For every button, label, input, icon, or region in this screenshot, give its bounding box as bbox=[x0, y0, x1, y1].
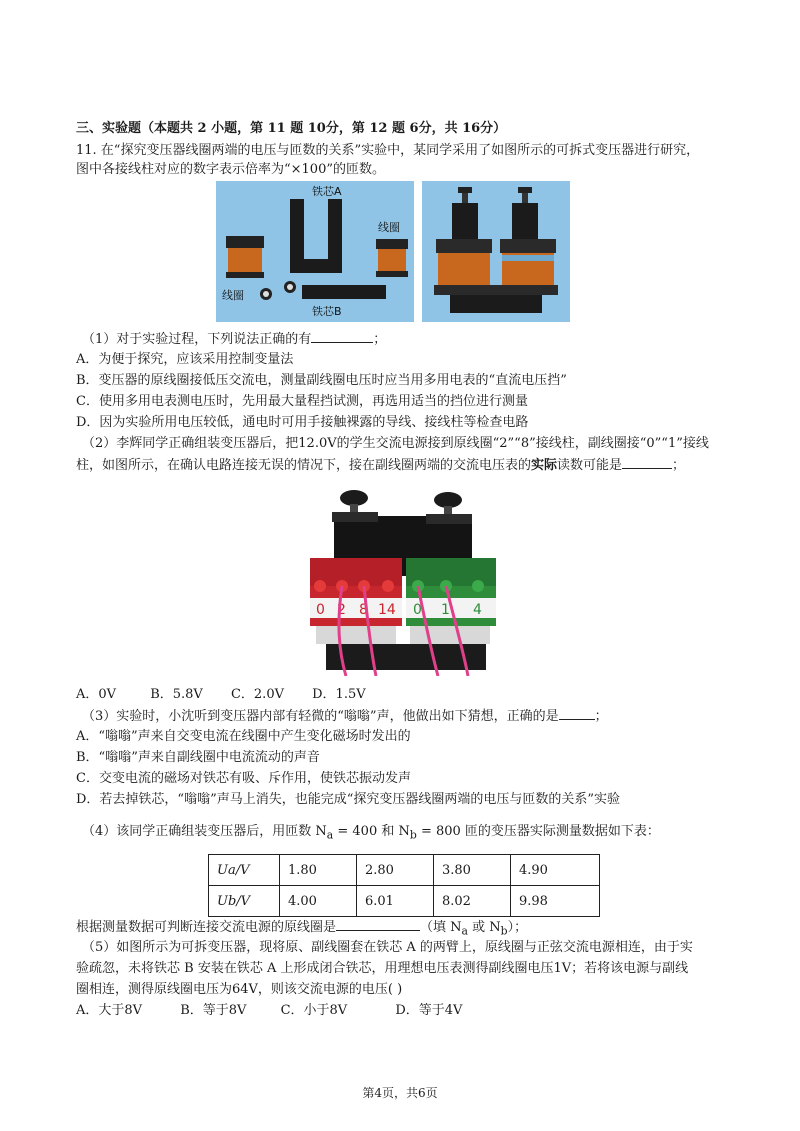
section-title: 三、实验题（本题共 2 小题，第 11 题 10分，第 12 题 6分，共 16分） bbox=[76, 121, 507, 136]
label-core-a: 铁芯A bbox=[312, 185, 342, 198]
q11-p4-na-sub: a bbox=[326, 828, 334, 842]
q11-p2-option-b: B．5.8V bbox=[150, 687, 203, 702]
q11-p1-prompt bbox=[82, 330, 386, 349]
terminal-label-red-8: 8 bbox=[359, 602, 368, 618]
q11-p4-conclusion bbox=[76, 918, 527, 941]
q11-p5-line1: （5）如图所示为可拆变压器，现将原、副线圈套在铁芯 A 的两臂上，原线圈与正弦交流电源相连，由于实 bbox=[82, 940, 693, 955]
q11-p4-conclusion-pre: 根据测量数据可判断连接交流电源的原线圈是 bbox=[76, 920, 337, 935]
q11-p4-conclusion-sub-b: b bbox=[500, 924, 508, 938]
table-cell: 8.02 bbox=[434, 886, 511, 917]
q11-p4-nb-sub: b bbox=[409, 828, 417, 842]
q11-p2-line2-pre: 柱，如图所示，在确认电路连接无误的情况下，接在副线圈两端的交流电压表的 bbox=[76, 458, 532, 473]
table-cell: 4.00 bbox=[280, 886, 357, 917]
terminal-label-green-0: 0 bbox=[413, 602, 422, 618]
q11-p2-line2-bold: 实际 bbox=[531, 458, 558, 473]
q11-p4-conclusion-or: 或 N bbox=[468, 920, 501, 935]
measurement-table bbox=[208, 854, 600, 917]
q11-p4-text-mid2: = 800 匝的变压器实际测量数据如下表： bbox=[416, 824, 660, 839]
q11-p2-line1: （2）李辉同学正确组装变压器后，把12.0V的学生交流电源接到原线圈“2”“8”接线柱，副线圈接“0”“1”接线 bbox=[82, 436, 709, 451]
figure-transformer-terminals bbox=[306, 486, 502, 676]
q11-p1-end: ； bbox=[373, 332, 387, 347]
q11-p3-option-d: D．若去掉铁芯，“嗡嗡”声马上消失，也能完成“探究变压器线圈两端的电压与匝数的关系”实验 bbox=[76, 792, 621, 807]
q11-p3-end: ； bbox=[594, 709, 608, 724]
label-coil-left: 线圈 bbox=[222, 289, 244, 302]
q11-p4-prompt bbox=[82, 823, 660, 845]
q11-p2-options bbox=[76, 686, 366, 704]
terminal-label-red-2: 2 bbox=[337, 602, 346, 618]
q11-p2-end: ； bbox=[672, 458, 686, 473]
q11-p2-answer-blank[interactable] bbox=[622, 456, 672, 469]
label-core-b: 铁芯B bbox=[312, 305, 342, 318]
table-cell: 3.80 bbox=[434, 855, 511, 886]
q11-p2-line2-post: 读数可能是 bbox=[557, 458, 623, 473]
q11-p3-option-c: C．交变电流的磁场对铁芯有吸、斥作用，使铁芯振动发声 bbox=[76, 771, 411, 786]
label-coil-right: 线圈 bbox=[378, 221, 400, 234]
terminal-label-red-0: 0 bbox=[316, 602, 325, 618]
q11-p5-option-a: A．大于8V bbox=[76, 1003, 143, 1018]
q11-p4-text-mid1: = 400 和 N bbox=[333, 824, 410, 839]
q11-p5-line3: 圈相连，测得原线圈电压为64V，则该交流电源的电压( ) bbox=[76, 982, 403, 997]
q11-p3-option-b: B．“嗡嗡”声来自副线圈中电流流动的声音 bbox=[76, 750, 320, 765]
q11-p5-line2: 验疏忽，未将铁芯 B 安装在铁芯 A 上形成闭合铁芯，用理想电压表测得副线圈电压1V；若将该电源与副线 bbox=[76, 961, 689, 976]
table-header-ub: Ub/V bbox=[209, 886, 280, 917]
table-header-ua: Ua/V bbox=[209, 855, 280, 886]
q11-p2-option-a: A．0V bbox=[76, 687, 117, 702]
table-cell: 2.80 bbox=[357, 855, 434, 886]
table-cell: 6.01 bbox=[357, 886, 434, 917]
q11-p1-option-d: D．因为实验所用电压较低，通电时可用手接触裸露的导线、接线柱等检查电路 bbox=[76, 415, 529, 430]
q11-p4-text-pre: （4）该同学正确组装变压器后，用匝数 N bbox=[82, 824, 327, 839]
q11-p3-prompt-text: （3）实验时，小沈听到变压器内部有轻微的“嗡嗡”声，他做出如下猜想，正确的是 bbox=[82, 709, 559, 724]
q11-p2-line2 bbox=[76, 456, 685, 475]
table-cell: 4.90 bbox=[511, 855, 600, 886]
table-row bbox=[209, 886, 600, 917]
page-number: 第4页，共6页 bbox=[362, 1086, 438, 1100]
q11-p4-answer-blank[interactable] bbox=[336, 918, 420, 931]
q11-stem-line1: 11. 在“探究变压器线圈两端的电压与匝数的关系”实验中，某同学采用了如图所示的可拆式变压器进行研究， bbox=[76, 143, 700, 158]
q11-p3-prompt bbox=[82, 707, 608, 726]
terminal-label-green-4: 4 bbox=[473, 602, 482, 618]
q11-p1-answer-blank[interactable] bbox=[311, 330, 373, 343]
q11-p5-option-d: D．等于4V bbox=[395, 1003, 463, 1018]
q11-p5-option-c: C．小于8V bbox=[280, 1003, 348, 1018]
q11-p1-prompt-text: （1）对于实验过程，下列说法正确的有 bbox=[82, 332, 312, 347]
q11-p4-conclusion-end: ）； bbox=[507, 920, 528, 935]
q11-p5-options bbox=[76, 1002, 462, 1020]
q11-p3-option-a: A．“嗡嗡”声来自交变电流在线圈中产生变化磁场时发出的 bbox=[76, 729, 411, 744]
terminal-label-green-1: 1 bbox=[441, 602, 450, 618]
q11-p1-option-a: A．为便于探究，应该采用控制变量法 bbox=[76, 352, 294, 367]
q11-p4-conclusion-post: （填 N bbox=[420, 920, 462, 935]
figure-assembled-transformer bbox=[422, 181, 570, 322]
table-cell: 1.80 bbox=[280, 855, 357, 886]
q11-stem-line2: 图中各接线柱对应的数字表示倍率为“×100”的匝数。 bbox=[76, 162, 385, 177]
q11-p1-option-b: B．变压器的原线圈接低压交流电，测量副线圈电压时应当用多用电表的“直流电压挡” bbox=[76, 373, 567, 388]
q11-p1-option-c: C．使用多用电表测电压时，先用最大量程挡试测，再选用适当的挡位进行测量 bbox=[76, 394, 528, 409]
q11-p3-answer-blank[interactable] bbox=[559, 707, 595, 720]
terminal-label-red-14: 14 bbox=[378, 602, 396, 618]
q11-p2-option-c: C．2.0V bbox=[230, 687, 284, 702]
table-row bbox=[209, 855, 600, 886]
table-cell: 9.98 bbox=[511, 886, 600, 917]
q11-p4-conclusion-sub-a: a bbox=[461, 924, 468, 938]
q11-p2-option-d: D．1.5V bbox=[312, 687, 366, 702]
figure-disassembled-transformer bbox=[216, 181, 414, 322]
q11-p5-option-b: B．等于8V bbox=[180, 1003, 247, 1018]
